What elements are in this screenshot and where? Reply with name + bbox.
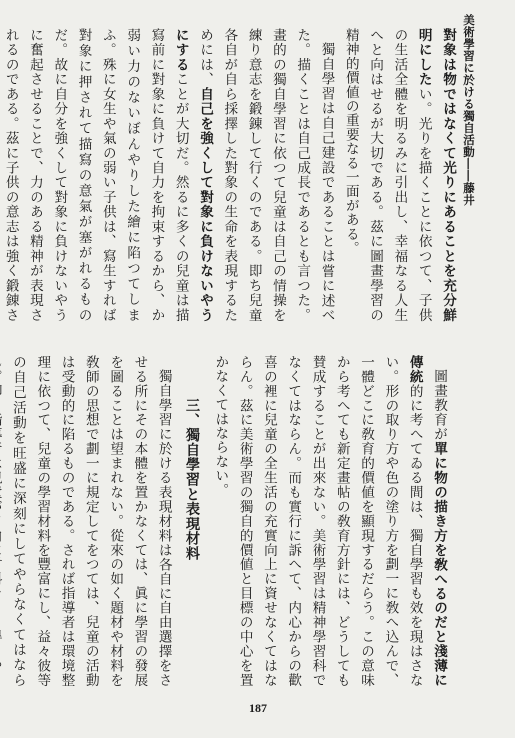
body-text: い。光りを描くことに依つて、子供の生活全體を明るみに引出し、幸福なる人生へと向はせるが大切である。茲に圖畫學習の精神的價値の重要なる一面がある。 (342, 28, 432, 322)
paragraph-expression-materials (0, 355, 176, 687)
body-text: 獨自學習は自己建設であることは嘗に述べた。描くことは自己成長であるとも言つた。畫的の獨自學習に依つて兒童は自己の情操を練り意志を鍛錬して行くのである。即ち兒童各自が自ら採擇した對象の生命を表現するためには、 (197, 28, 335, 322)
paragraph-self-construction (0, 28, 339, 322)
emphasis-text: 對象は物ではなくて光りにあることを充分鮮明にした (415, 28, 456, 322)
body-text: ことが大切だ。然るに多くの兒童は描寫前に對象に負けて自力を拘束するから、か弱い力のないぼんやりした繪に陷つてしまふ。殊に女生や氣の弱い子供は、寫生すれば對象に押されて描寫の意氣が塞がれるものだ。故に自分を強くして對象に負けないやうに奮起させることで、力のある精神が表現されるのである。茲に子供の意志は強く鍛錬さ (2, 28, 189, 322)
emphasis-text: 單に物の描き方を敎へるのだと淺薄に傳統 (406, 355, 447, 688)
section-heading: 三、獨自學習と表現材料 (184, 397, 201, 561)
body-text: 的に考へてゐる間は、獨自學習も效を現はさない。形の取り方や色の塗り方を劃一に敎へ込んで、一體どこに敎育的價値を顯現するだらう。この意味から考へても新定畫帖の敎育方針には、どうしても賛成することが出來ない。美術學習は精神學習科でなくてはならん。而も實行に訴へて、内心からの歡喜の裡に兒童の全生活の充實向上に資せなくてはならん。茲に美術學習の獨自的價値と目標の中心を置かなくてはならない。 (212, 355, 423, 687)
lower-text-block (0, 355, 451, 687)
paragraph-education-policy (208, 355, 451, 687)
running-head: 美術學習に於ける獨自活動――藤井 (462, 14, 476, 206)
paragraph-light-conclusion (339, 28, 460, 322)
body-text: 圖畫教育が (431, 368, 447, 442)
emphasis-text: 自己を強くして對象に負けないやうにする (172, 28, 214, 322)
body-text: 獨自學習に於ける表現材料は各自に自由選擇をさせる所にその本體を置かなくては、眞に學習の發展を圖ることは望まれない。從來の如く題材や材料を敎師の思想で劃一に規定してをつては、兒童の活動は受動的に陷るものである。されば指導者は環境整理に依つて、兒童の學習材料を豐富にし、益々彼等の自己活動を旺盛に深刻にしてやらなくてはなら (9, 355, 172, 687)
upper-text-block (0, 28, 460, 322)
page-number: 187 (249, 701, 267, 715)
